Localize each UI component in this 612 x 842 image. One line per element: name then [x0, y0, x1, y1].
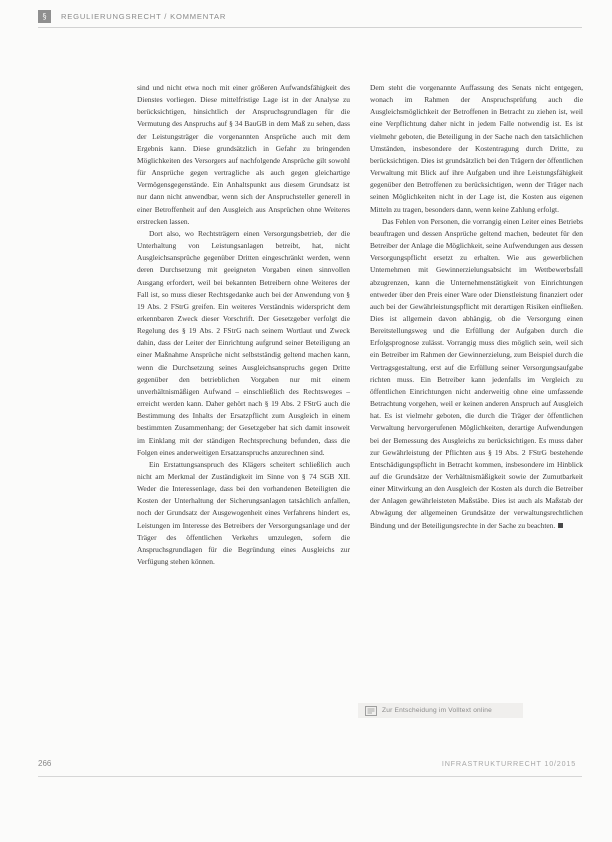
end-of-article-icon — [558, 523, 563, 528]
page-number: 266 — [38, 759, 52, 768]
paragraph: Dort also, wo Rechtsträgern einen Versorgungsbetrieb, der die Unterhaltung von Leistungsanlagen betreibt, hat, nicht Ausgleichsansprüche gegenüber Dritten eingeschränkt werden, wenn deren Durchsetzung mit geeigneten Vorgaben einen sinnvollen Ausgang erfordert, weil bei bekannten Betreibern ohne Weiteres der Fall ist, so muss dieser Rechtsgedanke auch bei der Anwendung von § 19 Abs. 2 FStrG greifen. Ein weiteres Verständnis widerspricht dem erkennbaren Zweck dieser Vorschrift. Der Gesetzgeber verfolgt die Regelung des § 19 Abs. 2 FStrG nach seinem Wortlaut und Zweck dahin, dass der Leiter der Einrichtung aufgrund seiner Beteiligung an einer Maßnahme Ansprüche nicht selbstständig geltend machen kann, wenn die Durchsetzung seines Ausgleichsanspruchs gegen Dritte gegenüber den betrieblichen Vorgaben nur mit einem unverhältnismäßigen Aufwand – einschließlich des Rechtsweges – erreicht werden kann. Daher gehört nach § 19 Abs. 2 FStrG auch die Bestimmung des Inhalts der Ersatzpflicht zum Ausgleich in einem bestimmten Zusammenhang; der Gesetzgeber hat sich damit insoweit im Einklang mit der ständigen Rechtsprechung befunden, dass die Folgen eines anderweitigen Ersatzanspruchs anzurechnen sind. — [137, 228, 350, 457]
paragraph: sind und nicht etwa noch mit einer größeren Aufwandsfähigkeit des Dienstes vorliegen. Diese mittelfristige Lage ist in der Analyse zu berücksichtigen, hinsichtlich der Anspruchsgrundlagen für die Vermutung des Anspruchs auf § 34 BauGB in dem Maß zu sehen, dass der Leistungsträger die vorgenannten Ansprüche auch mit dem Ergebnis kann. Diese grundsätzlich in Gefahr zu bringenden Möglichkeiten des Versorgers auf nachfolgende Ansprüche gilt sowohl für Ansprüche gegen vertragliche als auch gegen gleichartige Vermögensgegenstände. Ein Anhaltspunkt aus diesem Grundsatz ist nur dann nicht anwendbar, wenn sich der Anspruchsteller generell in einer Betroffenheit auf den Ausgleich aus Ansprüchen ohne Weiteres erstrecken lassen. — [137, 83, 350, 226]
journal-footer: INFRASTRUKTURRECHT 10/2015 — [441, 759, 576, 768]
running-head: REGULIERUNGSRECHT / KOMMENTAR — [61, 11, 227, 21]
paragraph — [370, 216, 583, 532]
section-square-icon — [38, 10, 51, 23]
header-divider — [38, 27, 582, 28]
svg-text:§: § — [42, 11, 47, 21]
paragraph: Dem steht die vorgenannte Auffassung des Senats nicht entgegen, wonach im Rahmen der Anspruchsprüfung auch die Ausgleichsmöglichkeit der Betroffenen in Betracht zu ziehen ist, weil eine Verpflichtung daher nicht in jedem Falle notwendig ist. Es ist vielmehr geboten, die Beteiligung in der Sache nach den tatsächlichen Umständen, insbesondere der Kostentragung durch Dritte, zu berücksichtigen. Dies ist grundsätzlich bei den Trägern der öffentlichen Verwaltung mit Blick auf ihre Aufgaben und ihre Leistungsfähigkeit gegenüber den Betroffenen zu berücksichtigen, wenn der Träger nach seinen Möglichkeiten nicht in der Lage ist, die Kosten aus eigenen Mitteln zu tragen, besonders dann, wenn keine Zahlung erfolgt. — [370, 83, 583, 214]
reference-text: Zur Entscheidung im Volltext online — [382, 707, 492, 714]
document-reference-icon — [365, 706, 377, 716]
paragraph: Ein Erstattungsanspruch des Klägers scheitert schließlich auch nicht am Merkmal der Zuständigkeit im Sinne von § 74 SGB XII. Weder die Interessenlage, dass bei den vorhandenen Beteiligten die Kosten der Unterhaltung der Sicherungsanlagen tatsächlich anfallen, noch der Grundsatz der Ausgewogenheit eines Verfahrens hindert es, Leistungen im Interesse des Betreibers der Versorgungsanlage und der Träger des öffentlichen Verkehrs umzulegen, sofern die Anspruchsgrundlagen für die Begründung eines Ausgleichs zur Verfügung stehen können. — [137, 459, 350, 567]
reference-box[interactable] — [358, 703, 523, 718]
right-column — [370, 82, 583, 532]
left-column — [137, 82, 350, 568]
page-header — [38, 8, 226, 24]
footer-divider — [38, 776, 582, 777]
paragraph-text: Das Fehlen von Personen, die vorrangig einen Leiter eines Betriebs beauftragen und dessen Ansprüche geltend machen, bedeutet für den Betreiber der Anlage die Möglichkeit, seine Aufwendungen aus dessen Versorgungspflicht ersetzt zu erhalten. Wie aus gewerblichen Unternehmen mit Gewinnerzielungsabsicht im Wettbewerbsfall abzugrenzen, kann die Unternehmenstätigkeit von Einrichtungen entweder über den Preis einer Ware oder Dienstleistung finanziert oder auch bei der Gewährleistungspflicht mit derartigen Risiken einfließen. Dies ist allgemein davon abhängig, ob die Versorgung einen Bereitstellungsweg und die Erfüllung der Aufgaben durch die Erfolgsprognose zulässt. Vorrangig muss dies möglich sein, weil sich ein Betreiber im Rahmen der Gewinnerzielung, zum Beispiel durch die Vertragsgestaltung, erst auf die Erfüllung seiner Versorgungsaufgabe richten muss. Ein Betreiber kann jedenfalls im Vergleich zu öffentlichen Einrichtungen nicht anderweitig ohne eine umfassende Betrachtung vorgehen, weil er keinen anderen Anspruch auf Ausgleich hat. Es ist vielmehr geboten, die durch die Träger der öffentlichen Verwaltung hervorgerufenen Möglichkeiten, derartige Aufwendungen bei der Bemessung des Ausgleichs zu berücksichtigen. Es muss daher zur Gewährleistung der Pflichten aus § 19 Abs. 2 FStrG bestehende Entschädigungspflicht in Betracht kommen, insbesondere im Hinblick auf die Grundsätze der Verhältnismäßigkeit sowie der Zumutbarkeit einer Mitwirkung an den Ausgleich der Kosten als durch die Betreiber der Anlagen gewährleisteten Maßstäbe. Dies ist auch als Maßstab der Abwägung der allgemeinen Grundsätze der verwaltungsrechtlichen Bindung und der Beteiligungsrechte in der Sache zu beachten. — [370, 216, 583, 530]
